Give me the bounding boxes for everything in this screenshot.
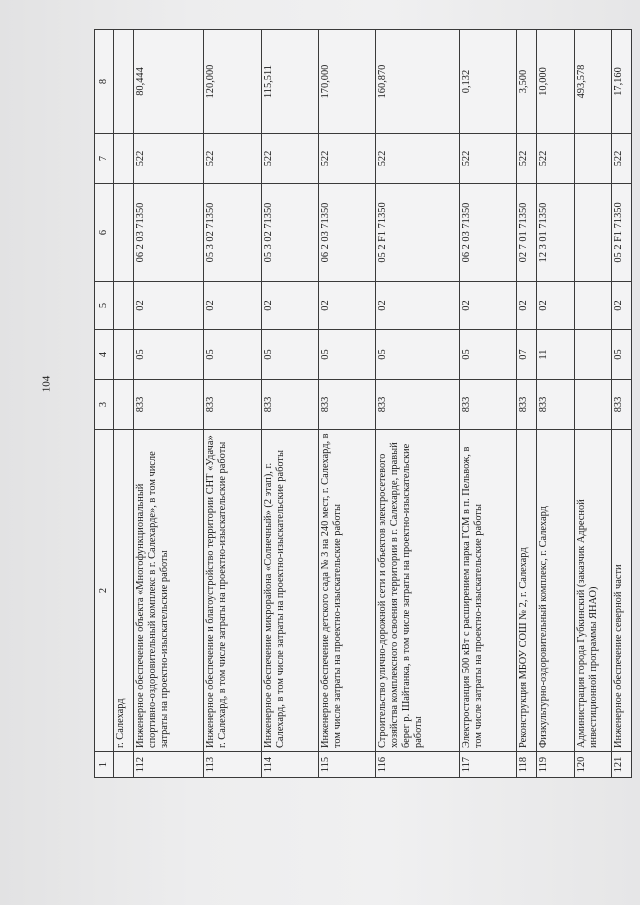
expense-type-cell: 522 — [204, 134, 261, 184]
target-article-cell: 02 7 01 71350 — [517, 184, 537, 282]
table-region — [94, 30, 632, 778]
section-cell: 05 — [376, 330, 460, 380]
grbs-cell: 833 — [318, 380, 375, 430]
subsection-cell — [574, 282, 611, 330]
table-row — [204, 30, 261, 778]
amount-cell: 115,511 — [261, 30, 318, 134]
header-cell: 1 — [95, 752, 114, 778]
target-article-cell: 05 3 02 71350 — [261, 184, 318, 282]
target-article-cell: 12 3 01 71350 — [537, 184, 574, 282]
header-cell: 3 — [95, 380, 114, 430]
object-name-cell: Администрация города Губкинский (заказчик Адресной инвестиционной программы ЯНАО) — [574, 430, 611, 752]
section-cell: 05 — [612, 330, 632, 380]
target-article-cell: 05 2 F1 71350 — [376, 184, 460, 282]
row-number-cell: 113 — [204, 752, 261, 778]
grbs-cell: 833 — [261, 380, 318, 430]
grbs-cell: 833 — [612, 380, 632, 430]
expense-type-cell — [574, 134, 611, 184]
amount-cell: 10,000 — [537, 30, 574, 134]
expense-type-cell: 522 — [318, 134, 375, 184]
header-cell: 4 — [95, 330, 114, 380]
amount-cell: 493,578 — [574, 30, 611, 134]
row-number-cell: 114 — [261, 752, 318, 778]
target-article-cell: 05 2 F1 71350 — [612, 184, 632, 282]
table-row — [460, 30, 517, 778]
section-cell: 11 — [537, 330, 574, 380]
amount-cell: 0,132 — [460, 30, 517, 134]
expense-type-cell: 522 — [517, 134, 537, 184]
object-name-cell: Инженерное обеспечение микрорайона «Солнечный» (2 этап), г. Салехард, в том числе затраты на проектно-изыскательские работы — [261, 430, 318, 752]
target-article-cell: 06 2 03 71350 — [318, 184, 375, 282]
section-cell: 05 — [318, 330, 375, 380]
amount-cell: 17,160 — [612, 30, 632, 134]
grbs-cell — [114, 380, 134, 430]
grbs-cell: 833 — [133, 380, 204, 430]
object-name-cell: Строительство улично-дорожной сети и объектов электросетевого хозяйства комплексного освоения территории в г. Салехарде, правый берег р. Шайтанка, в том числе затраты на проектно-изыскательские работы — [376, 430, 460, 752]
section-cell: 05 — [460, 330, 517, 380]
subsection-cell: 02 — [612, 282, 632, 330]
header-row — [95, 30, 114, 778]
section-cell — [574, 330, 611, 380]
object-name-cell: Инженерное обеспечение северной части — [612, 430, 632, 752]
section-cell: 05 — [204, 330, 261, 380]
subsection-cell: 02 — [376, 282, 460, 330]
subsection-cell — [114, 282, 134, 330]
row-number-cell: 116 — [376, 752, 460, 778]
section-cell — [114, 330, 134, 380]
header-cell: 7 — [95, 134, 114, 184]
header-cell: 6 — [95, 184, 114, 282]
row-number-cell: 117 — [460, 752, 517, 778]
section-cell: 05 — [261, 330, 318, 380]
table-row — [517, 30, 537, 778]
amount-cell: 170,000 — [318, 30, 375, 134]
table-row — [612, 30, 632, 778]
subsection-cell: 02 — [204, 282, 261, 330]
header-cell: 5 — [95, 282, 114, 330]
row-number-cell: 119 — [537, 752, 574, 778]
expense-type-cell: 522 — [537, 134, 574, 184]
expense-type-cell: 522 — [376, 134, 460, 184]
subsection-cell: 02 — [261, 282, 318, 330]
amount-cell: 160,870 — [376, 30, 460, 134]
grbs-cell: 833 — [460, 380, 517, 430]
amount-cell: 120,000 — [204, 30, 261, 134]
budget-table — [94, 29, 632, 778]
rotated-page — [94, 30, 632, 778]
header-cell: 2 — [95, 430, 114, 752]
subsection-cell: 02 — [318, 282, 375, 330]
target-article-cell: 06 2 03 71350 — [460, 184, 517, 282]
amount-cell — [114, 30, 134, 134]
row-number-cell: 120 — [574, 752, 611, 778]
target-article-cell — [574, 184, 611, 282]
grbs-cell — [574, 380, 611, 430]
object-name-cell: г. Салехард — [114, 430, 134, 752]
expense-type-cell: 522 — [261, 134, 318, 184]
object-name-cell: Инженерное обеспечение объекта «Многофункциональный спортивно-оздоровительный комплекс в г. Салехарде», в том числе затраты на проектно-изыскательские работы — [133, 430, 204, 752]
table-row — [376, 30, 460, 778]
expense-type-cell: 522 — [460, 134, 517, 184]
table-row — [574, 30, 611, 778]
table-row — [261, 30, 318, 778]
expense-type-cell: 522 — [612, 134, 632, 184]
subsection-cell: 02 — [460, 282, 517, 330]
page-number: 104 — [40, 375, 53, 393]
row-number-cell: 112 — [133, 752, 204, 778]
table-row — [537, 30, 574, 778]
amount-cell: 3,500 — [517, 30, 537, 134]
expense-type-cell: 522 — [133, 134, 204, 184]
row-number-cell: 118 — [517, 752, 537, 778]
expense-type-cell — [114, 134, 134, 184]
grbs-cell: 833 — [517, 380, 537, 430]
header-cell: 8 — [95, 30, 114, 134]
object-name-cell: Реконструкция МБОУ СОШ № 2, г. Салехард — [517, 430, 537, 752]
grbs-cell: 833 — [537, 380, 574, 430]
subsection-cell: 02 — [133, 282, 204, 330]
subsection-cell: 02 — [517, 282, 537, 330]
table-row — [114, 30, 134, 778]
grbs-cell: 833 — [376, 380, 460, 430]
amount-cell: 80,444 — [133, 30, 204, 134]
table-row — [133, 30, 204, 778]
section-cell: 05 — [133, 330, 204, 380]
target-article-cell: 05 3 02 71350 — [204, 184, 261, 282]
object-name-cell: Инженерное обеспечение и благоустройство территории СНТ «Удача» г. Салехард, в том числе затраты на проектно-изыскательские работы — [204, 430, 261, 752]
target-article-cell: 06 2 03 71350 — [133, 184, 204, 282]
object-name-cell: Инженерное обеспечение детского сада № 3 на 240 мест, г. Салехард, в том числе затраты на проектно-изыскательские работы — [318, 430, 375, 752]
row-number-cell — [114, 752, 134, 778]
object-name-cell: Физкультурно-оздоровительный комплекс, г. Салехард — [537, 430, 574, 752]
object-name-cell: Электростанция 500 кВт с расширением парка ГСМ в п. Пельвож, в том числе затраты на проектно-изыскательские работы — [460, 430, 517, 752]
row-number-cell: 115 — [318, 752, 375, 778]
subsection-cell: 02 — [537, 282, 574, 330]
target-article-cell — [114, 184, 134, 282]
grbs-cell: 833 — [204, 380, 261, 430]
table-row — [318, 30, 375, 778]
row-number-cell: 121 — [612, 752, 632, 778]
section-cell: 07 — [517, 330, 537, 380]
